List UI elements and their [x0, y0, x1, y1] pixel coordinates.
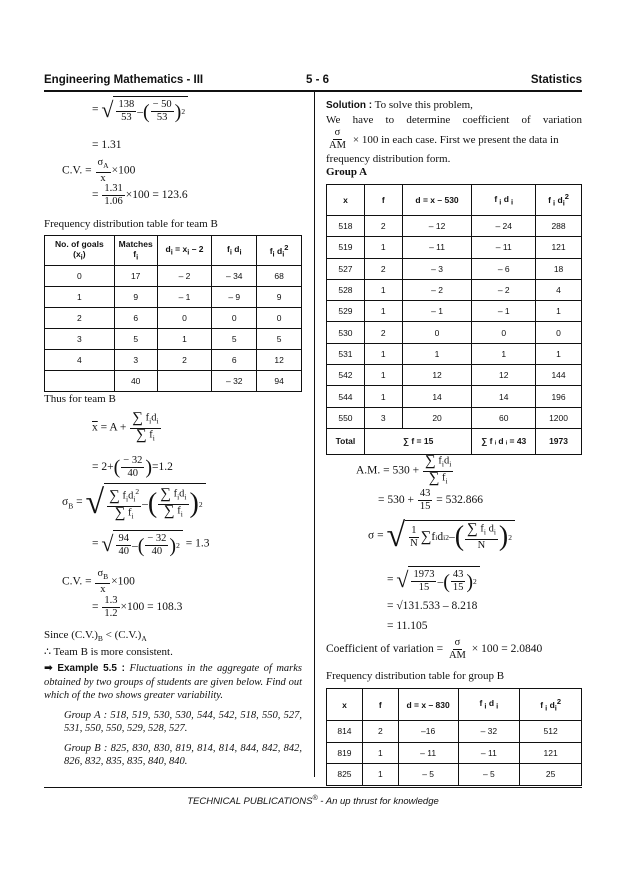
table-cell: – 1 — [472, 301, 536, 322]
table-cell: 527 — [327, 258, 365, 279]
table-cell: 3 — [45, 329, 115, 350]
table-header-row — [327, 185, 582, 216]
table-cell: 1 — [536, 343, 582, 364]
cov-line: Coefficient of variation = $\frac{\sigma}{AM}$ × 100 = 2.0840 — [326, 637, 543, 661]
sd-b-formula: $\sigma_B$ = √ $\frac{\sum f_id_i^2}{\sum f_i}$ – ( $\frac{\sum f_id_i}{\sum f_i}$ ) 2 — [62, 483, 206, 522]
table-cell: 68 — [257, 266, 302, 287]
table-cell: 2 — [157, 350, 212, 371]
table-cell: 4 — [536, 279, 582, 300]
table-cell: 5 — [212, 329, 257, 350]
table-cell: 1 — [364, 386, 402, 407]
table-row — [327, 386, 582, 407]
example-text: Fluctuations in the aggregate of marks obtained by two groups of students are given below. Find out which of the two shows greater variability. — [44, 663, 303, 701]
header-rule — [44, 90, 582, 92]
group-a-table — [326, 184, 582, 455]
table-cell — [157, 371, 212, 392]
table-cell: 6 — [114, 308, 157, 329]
table-cell: – 32 — [212, 371, 257, 392]
table-row — [327, 764, 582, 786]
cv-b-formula: C.V. = $\frac{\sigma_B}{x}$ ×100 — [62, 568, 135, 596]
table-cell: 1 — [364, 343, 402, 364]
table-cell: 1200 — [536, 407, 582, 428]
table-cell: 1 — [364, 279, 402, 300]
table-cell: 518 — [327, 216, 365, 237]
table-cell: 814 — [327, 721, 363, 743]
table-cell: 519 — [327, 237, 365, 258]
table-cell: 0 — [45, 266, 115, 287]
table-cell: –16 — [398, 721, 458, 743]
table-cell: – 5 — [398, 764, 458, 786]
table-cell: – 2 — [472, 279, 536, 300]
publisher-tagline: - An up thrust for knowledge — [317, 796, 439, 808]
table-cell: 542 — [327, 365, 365, 386]
table-cell: 544 — [327, 386, 365, 407]
chapter-title: Statistics — [530, 74, 582, 86]
table-cell: – 11 — [458, 742, 520, 764]
col-header: f $_i$ $d_i^2$ — [520, 689, 582, 721]
eq-result: = 1.31 — [92, 139, 122, 151]
book-title: Engineering Mathematics - III — [44, 74, 204, 86]
solution-text-end: frequency distribution form. — [326, 153, 451, 165]
table-cell: 0 — [472, 322, 536, 343]
table-cell: 512 — [520, 721, 582, 743]
table-cell: – 34 — [212, 266, 257, 287]
table-cell: 825 — [327, 764, 363, 786]
table-row — [327, 237, 582, 258]
table-cell: 1 — [364, 365, 402, 386]
table-row — [45, 266, 302, 287]
page-number: 5 - 6 — [306, 74, 330, 86]
table-cell: 819 — [327, 742, 363, 764]
table-row — [327, 258, 582, 279]
since-line: Since $(C.V.)_B < (C.V.)_A$ — [44, 629, 147, 644]
col-header: $f_i$ $d_i^2$ — [257, 236, 302, 266]
solution-text: We have to determine coefficient of variation — [326, 114, 582, 126]
table-cell: 144 — [536, 365, 582, 386]
table-cell: – 11 — [472, 237, 536, 258]
table-cell — [45, 371, 115, 392]
team-b-heading: Frequency distribution table for team B — [44, 218, 218, 230]
am-result: = 530 + $\frac{43}{15}$ = 532.866 — [378, 488, 483, 512]
col-header: d = x – 830 — [398, 689, 458, 721]
table-row — [45, 350, 302, 371]
col-header: $d_i = x_i - 2$ — [157, 236, 212, 266]
col-header: x — [327, 185, 365, 216]
table-cell: 3 — [114, 350, 157, 371]
table-row — [327, 407, 582, 428]
table-row — [45, 371, 302, 392]
table-cell: 40 — [114, 371, 157, 392]
table-cell: – 5 — [458, 764, 520, 786]
table-row — [327, 279, 582, 300]
table-cell: 1 — [402, 343, 472, 364]
group-b-heading: Frequency distribution table for group B — [326, 670, 505, 682]
table-cell: 1 — [536, 301, 582, 322]
table-cell: – 2 — [402, 279, 472, 300]
col-header: f — [362, 689, 398, 721]
table-cell: – 24 — [472, 216, 536, 237]
table-cell: 1 — [45, 287, 115, 308]
table-cell: 9 — [114, 287, 157, 308]
table-cell: 0 — [157, 308, 212, 329]
table-cell: 531 — [327, 343, 365, 364]
table-cell: 529 — [327, 301, 365, 322]
thus-team-b: Thus for team B — [44, 393, 116, 405]
table-total-row — [327, 428, 582, 454]
sd-simplified: = √131.533 – 8.218 — [387, 600, 478, 612]
table-cell: 0 — [402, 322, 472, 343]
table-cell: – 3 — [402, 258, 472, 279]
col-header: $f_i$ $d_i$ — [212, 236, 257, 266]
table-cell: 550 — [327, 407, 365, 428]
table-row — [327, 216, 582, 237]
table-cell: 12 — [402, 365, 472, 386]
table-cell: 17 — [114, 266, 157, 287]
table-cell: 2 — [364, 216, 402, 237]
table-cell: 5 — [257, 329, 302, 350]
col-header: Matches $f_i$ — [114, 236, 157, 266]
total-cell: ∑ f = 15 — [364, 428, 472, 454]
table-cell: 1 — [362, 764, 398, 786]
table-cell: 12 — [257, 350, 302, 371]
col-header: f $_i$ d $_i$ — [472, 185, 536, 216]
table-cell: 20 — [402, 407, 472, 428]
table-cell: 94 — [257, 371, 302, 392]
solution-cv-line: $\frac{\sigma}{AM}$ × 100 in each case. First we present the data in — [329, 127, 559, 151]
group-b-table — [326, 688, 582, 786]
page-header — [44, 74, 582, 90]
table-cell: 25 — [520, 764, 582, 786]
table-cell: 9 — [257, 287, 302, 308]
example-5-5 — [44, 662, 302, 769]
table-cell: – 11 — [402, 237, 472, 258]
solution-block — [326, 98, 582, 166]
col-header: f $_i$ d $_i$ — [458, 689, 520, 721]
table-cell: – 1 — [402, 301, 472, 322]
table-row — [45, 329, 302, 350]
table-cell: 18 — [536, 258, 582, 279]
solution-intro: To solve this problem, — [372, 99, 473, 111]
col-header: x — [327, 689, 363, 721]
table-row — [327, 301, 582, 322]
total-cell: Total — [327, 428, 365, 454]
table-cell: 2 — [364, 322, 402, 343]
mean-b-formula: $\overline{x} = A$ + $\frac{\sum f_id_i}{\sum f_i}$ — [92, 410, 159, 443]
table-cell: 4 — [45, 350, 115, 371]
col-header: No. of goals $(x_i)$ — [45, 236, 115, 266]
table-cell: 0 — [257, 308, 302, 329]
table-cell: 1 — [472, 343, 536, 364]
table-cell: 5 — [114, 329, 157, 350]
table-cell: 528 — [327, 279, 365, 300]
example-label: Example 5.5 : — [57, 663, 125, 674]
solution-label: Solution : — [326, 100, 373, 111]
arrow-icon: ➡ — [44, 662, 53, 674]
table-cell: 60 — [472, 407, 536, 428]
publisher-name: TECHNICAL PUBLICATIONS — [187, 796, 313, 808]
table-header-row — [327, 689, 582, 721]
col-header: f $_i$ $d_i^2$ — [536, 185, 582, 216]
conclusion-line: ∴ Team B is more consistent. — [44, 646, 173, 658]
table-cell: 196 — [536, 386, 582, 407]
col-header: d = x – 530 — [402, 185, 472, 216]
table-cell: 14 — [472, 386, 536, 407]
cv-a-line: C.V. = $\frac{\sigma_A}{x}$ ×100 — [62, 157, 136, 185]
table-cell: – 12 — [402, 216, 472, 237]
table-header-row — [45, 236, 302, 266]
table-cell: 1 — [364, 237, 402, 258]
cv-b-result: = $\frac{1.3}{1.2}$ ×100 = 108.3 — [92, 595, 183, 619]
am-formula: A.M. = 530 + $\frac{\sum f_id_i}{\sum f_i}$ — [356, 453, 452, 486]
table-cell: 530 — [327, 322, 365, 343]
table-cell: 14 — [402, 386, 472, 407]
sd-substitution: = √ $\frac{1973}{15}$ – ( $\frac{43}{15}$ ) 2 — [387, 566, 480, 594]
table-cell: – 9 — [212, 287, 257, 308]
table-cell: 121 — [520, 742, 582, 764]
group-b-data: Group B : 825, 830, 830, 819, 814, 814, 844, 842, 842, 826, 832, 835, 835, 840, 840. — [64, 742, 302, 767]
table-cell: 121 — [536, 237, 582, 258]
mean-b-result: = 2+( $\frac{- 32}{40}$ )=1.2 — [92, 455, 173, 479]
table-cell: 288 — [536, 216, 582, 237]
table-cell: – 1 — [157, 287, 212, 308]
table-cell: 2 — [45, 308, 115, 329]
table-cell: 0 — [212, 308, 257, 329]
table-cell: 1 — [157, 329, 212, 350]
table-cell: 0 — [536, 322, 582, 343]
group-a-heading: Group A — [326, 166, 368, 178]
eq-sqrt-line: = √ $\frac{138}{53}$ – ( $\frac{- 50}{53}$ ) 2 — [92, 96, 188, 124]
table-row — [45, 287, 302, 308]
table-cell: 2 — [364, 258, 402, 279]
column-divider — [314, 92, 315, 777]
cv-a-result: = $\frac{1.31}{1.06}$ ×100 = 123.6 — [92, 183, 188, 207]
table-cell: – 11 — [398, 742, 458, 764]
table-cell: 2 — [362, 721, 398, 743]
col-header: f — [364, 185, 402, 216]
table-row — [327, 721, 582, 743]
total-cell: 1973 — [536, 428, 582, 454]
sd-b-result: = √ $\frac{94}{40}$ – ( $\frac{- 32}{40}$ ) 2 = 1.3 — [92, 531, 210, 557]
team-b-table — [44, 235, 302, 392]
table-cell: 12 — [472, 365, 536, 386]
table-row — [327, 742, 582, 764]
sd-result: = 11.105 — [387, 620, 428, 632]
table-cell: 1 — [364, 301, 402, 322]
footer-rule — [44, 787, 582, 788]
sd-formula: σ = √ $\frac{1}{N}$ ∑ f i d i 2 – ( $\frac{\sum f_i d_i}{N}$ ) 2 — [368, 520, 515, 552]
group-a-data: Group A : 518, 519, 530, 530, 544, 542, 518, 550, 527, 531, 550, 550, 529, 528, 527. — [64, 709, 302, 734]
total-cell: ∑ f ᵢ d ᵢ = 43 — [472, 428, 536, 454]
registered-mark: ® — [312, 795, 318, 802]
table-cell: 3 — [364, 407, 402, 428]
table-cell: – 2 — [157, 266, 212, 287]
table-cell: 6 — [212, 350, 257, 371]
table-row — [327, 365, 582, 386]
table-row — [327, 322, 582, 343]
table-row — [45, 308, 302, 329]
table-cell: – 32 — [458, 721, 520, 743]
table-cell: 1 — [362, 742, 398, 764]
table-cell: – 6 — [472, 258, 536, 279]
page-footer — [0, 795, 626, 807]
table-row — [327, 343, 582, 364]
